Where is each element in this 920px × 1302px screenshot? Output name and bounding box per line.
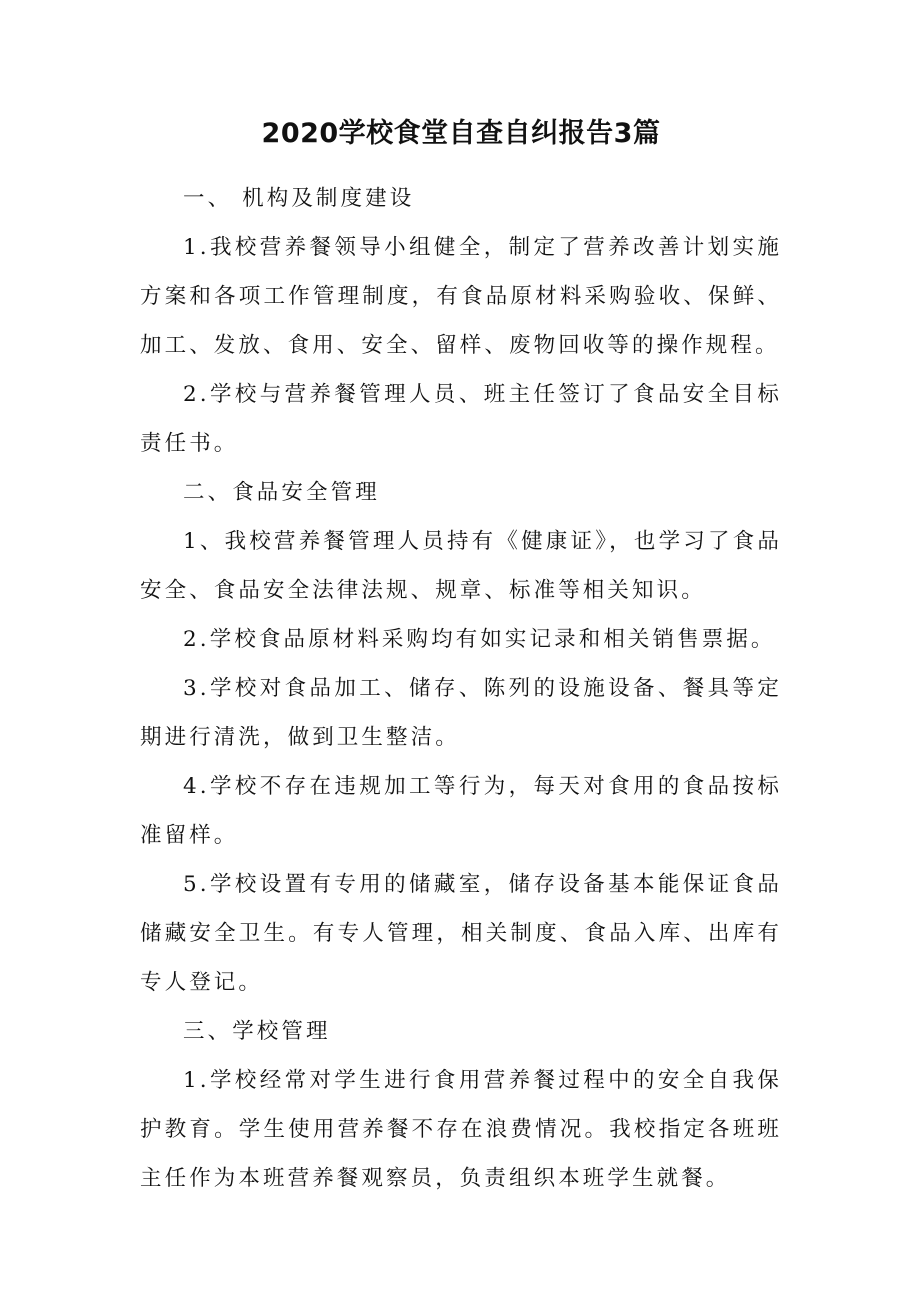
paragraph: 3.学校对食品加工、储存、陈列的设施设备、餐具等定期进行清洗，做到卫生整洁。 [140,676,782,750]
paragraph: 1、我校营养餐管理人员持有《健康证》，也学习了食品安全、食品安全法律法规、规章、标准等相关知识。 [140,529,782,603]
paragraph: 2.学校与营养餐管理人员、班主任签订了食品安全目标责任书。 [140,382,782,456]
paragraph: 4.学校不存在违规加工等行为，每天对食用的食品按标准留样。 [140,774,782,848]
paragraph: 5.学校设置有专用的储藏室，储存设备基本能保证食品储藏安全卫生。有专人管理，相关制度、食品入库、出库有专人登记。 [140,872,782,995]
section-heading-2: 二、食品安全管理 [183,480,380,505]
paragraph: 1.学校经常对学生进行食用营养餐过程中的安全自我保护教育。学生使用营养餐不存在浪费情况。我校指定各班班主任作为本班营养餐观察员，负责组织本班学生就餐。 [140,1068,782,1191]
section-heading-3: 三、学校管理 [183,1019,331,1044]
paragraph: 1.我校营养餐领导小组健全，制定了营养改善计划实施方案和各项工作管理制度，有食品原材料采购验收、保鲜、加工、发放、食用、安全、留样、废物回收等的操作规程。 [140,235,782,358]
document-body [140,174,782,1203]
document-title: 2020学校食堂自查自纠报告3篇 [261,118,661,149]
paragraph: 2.学校食品原材料采购均有如实记录和相关销售票据。 [183,627,776,652]
section-heading-1: 一、 机构及制度建设 [183,186,415,211]
